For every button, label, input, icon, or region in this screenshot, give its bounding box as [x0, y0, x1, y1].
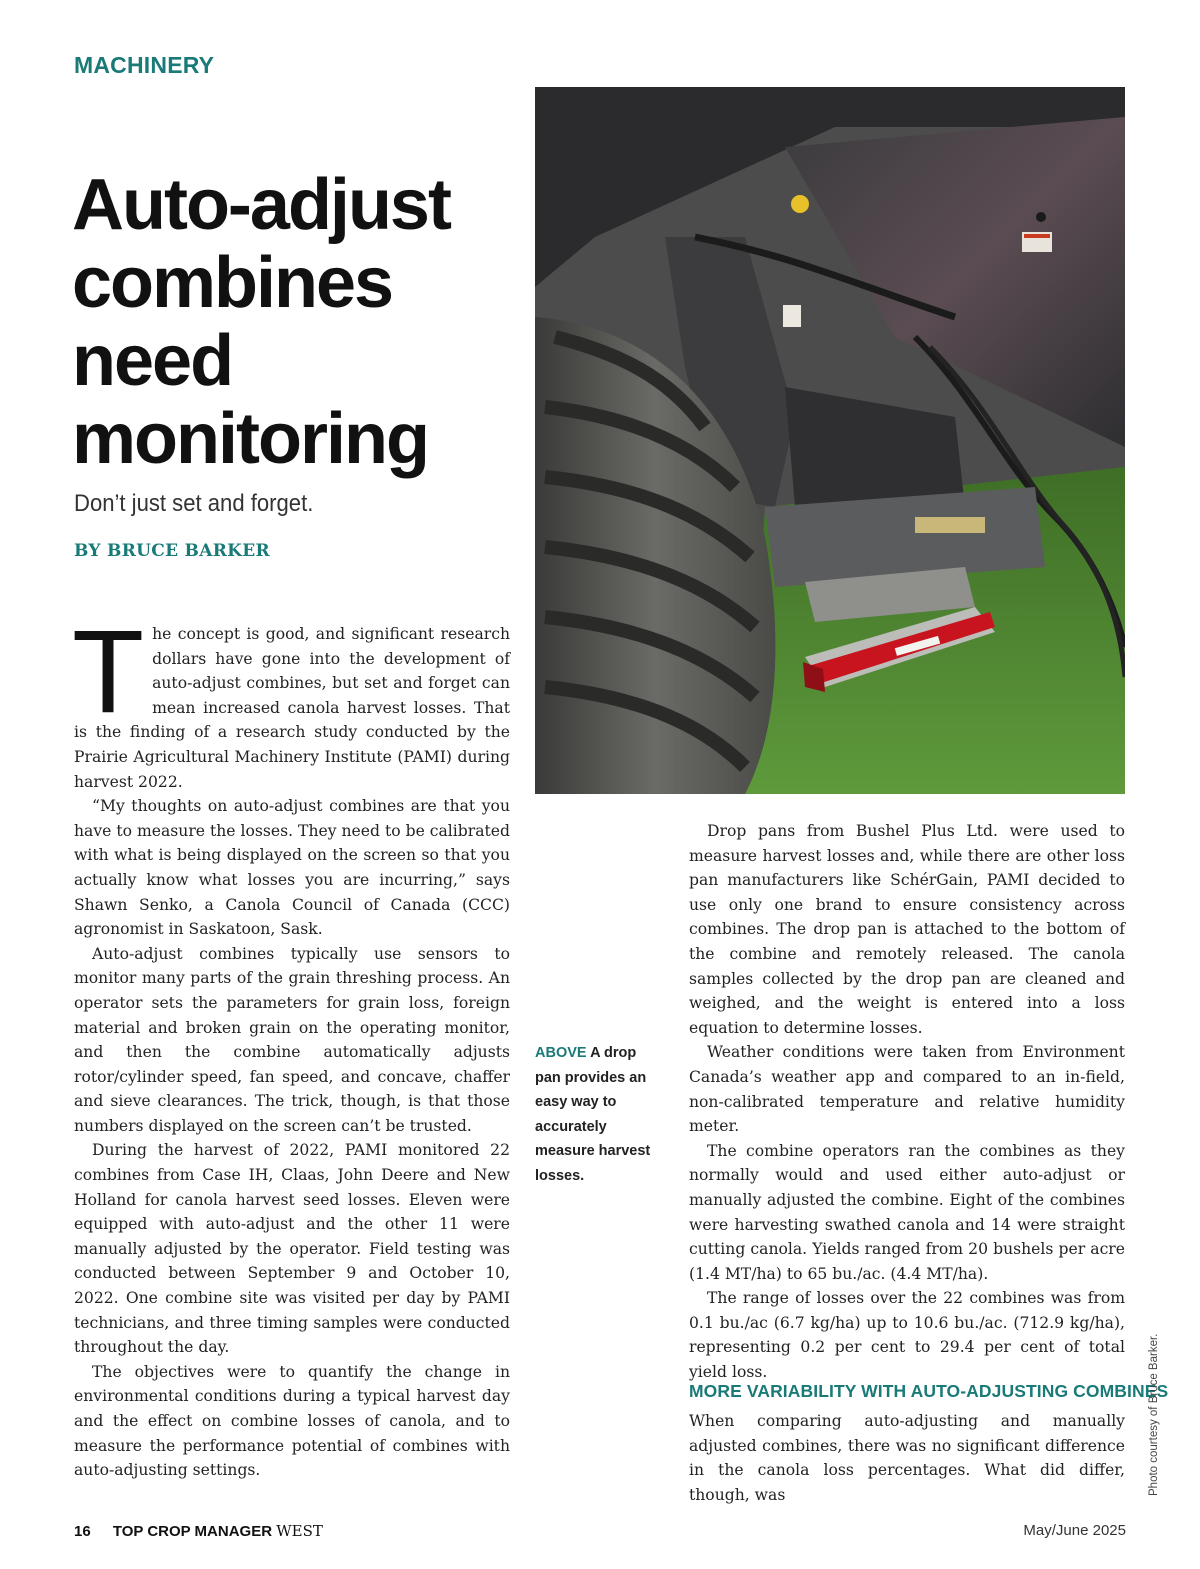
- paragraph-6: Drop pans from Bushel Plus Ltd. were used to measure harvest losses and, while there are other loss pan manufacturers like SchérGain, PAMI decided to use only one brand to ensure consistency across combines. The drop pan is attached to the bottom of the combine and remotely released. The canola samples collected by the drop pan are cleaned and weighed, and the weight is entered into a loss equation to determine losses.: [689, 822, 1125, 1037]
- caption-tag: ABOVE: [535, 1045, 587, 1061]
- magazine-name: TOP CROP MANAGER: [112, 1523, 273, 1540]
- caption-text: A drop pan provides an easy way to accurately measure harvest losses.: [535, 1045, 651, 1184]
- right-column-continued: [689, 1409, 1125, 1507]
- paragraph-3: Auto-adjust combines typically use sensors to monitor many parts of the grain threshing process. An operator sets the parameters for grain loss, foreign material and broken grain on the operating monitor, and then the combine automatically adjusts rotor/cylinder speed, fan speed, and concave, chaffer and sieve clearances. The trick, though, is that those numbers displayed on the screen can’t be trusted.: [74, 944, 510, 1135]
- paragraph-1: [72, 606, 510, 794]
- paragraph-7: Weather conditions were taken from Environment Canada’s weather app and compared to an in-field, non-calibrated temperature and relative humidity meter.: [689, 1043, 1125, 1136]
- footer-left: [74, 1522, 323, 1540]
- right-column: [689, 819, 1125, 1385]
- paragraph-8: The combine operators ran the combines as they normally would and used either auto-adjust or manually adjusted the combine. Eight of the combines were harvesting swathed canola and 14 were straight cutting canola. Yields ranged from 20 bushels per acre (1.4 MT/ha) to 65 bu./ac. (4.4 MT/ha).: [689, 1141, 1125, 1283]
- paragraph-5: The objectives were to quantify the change in environmental conditions during a typical harvest day and the effect on combine losses of canola, and to measure the performance potential of combines with auto-adjusting settings.: [74, 1362, 510, 1480]
- combine-drop-pan-photo: [535, 87, 1125, 794]
- paragraph-10: When comparing auto-adjusting and manually adjusted combines, there was no significant difference in the canola loss percentages. What did differ, though, was: [689, 1412, 1125, 1504]
- photo-credit: Photo courtesy of Bruce Barker.: [1148, 1333, 1160, 1496]
- subhead: MORE VARIABILITY WITH AUTO-ADJUSTING COMBINES: [689, 1381, 1169, 1401]
- photo-illustration: [535, 87, 1125, 794]
- photo-caption: [535, 1041, 655, 1188]
- section-label: MACHINERY: [74, 52, 215, 78]
- paragraph-4: During the harvest of 2022, PAMI monitored 22 combines from Case IH, Claas, John Deere and New Holland for canola harvest seed losses. Eleven were equipped with auto-adjust and the other 11 were manually adjusted by the operator. Field testing was conducted between September 9 and October 10, 2022. One combine site was visited per day by PAMI technicians, and three timing samples were conducted throughout the day.: [74, 1141, 510, 1357]
- paragraph-9: The range of losses over the 22 combines was from 0.1 bu./ac (6.7 kg/ha) up to 10.6 bu./ac. (712.9 kg/ha), representing 0.2 per cent to 29.4 per cent of total yield loss.: [689, 1289, 1125, 1382]
- magazine-region: WEST: [276, 1522, 323, 1540]
- dropcap: T: [72, 606, 145, 738]
- byline: BY BRUCE BARKER: [74, 541, 270, 561]
- paragraph-1-text: he concept is good, and significant research dollars have gone into the development of auto-adjust combines, but set and forget can mean increased canola harvest losses. That is the finding of a research study conducted by the Prairie Agricultural Machinery Institute (PAMI) during harvest 2022.: [74, 625, 510, 791]
- headline: Auto-adjust combines need monitoring: [72, 165, 450, 479]
- paragraph-2: “My thoughts on auto-adjust combines are that you have to measure the losses. They need to be calibrated with what is being displayed on the screen so that you actually know what losses you are incurring,” says Shawn Senko, a Canola Council of Canada (CCC) agronomist in Saskatoon, Sask.: [74, 797, 510, 939]
- page-number: 16: [74, 1523, 91, 1540]
- issue-date: May/June 2025: [1023, 1522, 1126, 1539]
- left-column: [72, 606, 510, 1483]
- dek: Don’t just set and forget.: [74, 490, 314, 517]
